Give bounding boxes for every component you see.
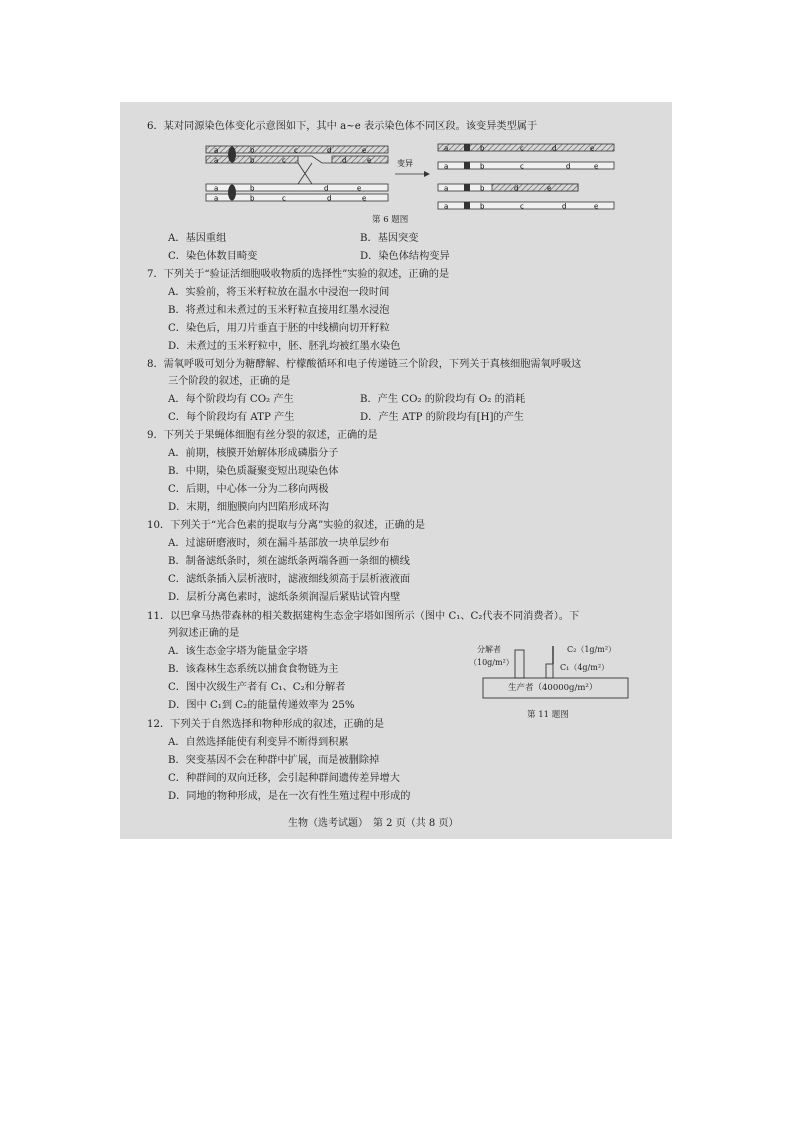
decomposer-label: 分解者	[477, 645, 501, 654]
svg-text:a: a	[444, 184, 449, 193]
c1-bar	[546, 664, 553, 678]
q11-figure-caption: 第 11 题图	[527, 710, 569, 720]
q9-option-a: A．前期，核膜开始解体形成磷脂分子	[168, 448, 339, 459]
svg-text:c: c	[282, 194, 286, 203]
svg-text:b: b	[480, 162, 485, 171]
q9-option-d: D．末期，细胞膜向内凹陷形成环沟	[168, 502, 329, 513]
svg-text:d: d	[324, 184, 329, 193]
decomposer-bar	[515, 650, 524, 678]
q10-option-d: D．层析分离色素时，滤纸条须润湿后紧贴试管内壁	[168, 592, 401, 603]
q8-stem-line2: 三个阶段的叙述，正确的是	[168, 376, 291, 387]
svg-text:d: d	[327, 146, 332, 155]
scanned-exam-page	[120, 102, 672, 839]
q11-option-a: A．该生态金字塔为能量金字塔	[168, 646, 308, 657]
svg-text:c: c	[282, 156, 286, 165]
q12-option-a: A．自然选择能使有利变异不断得到积累	[168, 737, 349, 748]
q11-option-b: B．该森林生态系统以捕食食物链为主	[168, 664, 339, 675]
q6-chromosome-diagram	[202, 142, 622, 214]
q7-stem: 7．下列关于“验证活细胞吸收物质的选择性”实验的叙述，正确的是	[147, 269, 450, 280]
q6-arrow-label: 变异	[397, 159, 413, 168]
q10-option-b: B．制备滤纸条时，须在滤纸条两端各画一条细的横线	[168, 556, 410, 567]
q11-stem-line1: 11．以巴拿马热带森林的相关数据建构生态金字塔如图所示（图中 C₁、C₂代表不同消费者）。下	[147, 611, 580, 622]
q9-option-b: B．中期，染色质凝聚变短出现染色体	[168, 466, 339, 477]
svg-text:b: b	[250, 194, 255, 203]
q6-before-homologous-pair	[206, 146, 388, 203]
q6-figure-caption: 第 6 题图	[372, 215, 409, 225]
svg-text:e: e	[362, 146, 367, 155]
c1-label: C₁（4g/m²）	[560, 663, 610, 672]
producer-label: 生产者（40000g/m²）	[508, 683, 598, 693]
svg-text:b: b	[250, 184, 255, 193]
svg-text:a: a	[214, 156, 219, 165]
q7-option-a: A．实验前，将玉米籽粒放在温水中浸泡一段时间	[168, 287, 390, 298]
svg-text:b: b	[480, 202, 485, 211]
q7-option-b: B．将煮过和未煮过的玉米籽粒直接用红墨水浸泡	[168, 305, 390, 316]
decomposer-value: （10g/m²）	[469, 658, 514, 667]
q10-option-a: A．过滤研磨液时，须在漏斗基部放一块单层纱布	[168, 538, 390, 549]
q12-stem: 12．下列关于自然选择和物种形成的叙述，正确的是	[147, 719, 385, 730]
q6-after-homologous-pair	[438, 144, 614, 211]
svg-text:e: e	[547, 184, 552, 193]
svg-text:c: c	[294, 146, 298, 155]
q10-option-c: C．滤纸条插入层析液时，滤液细线须高于层析液液面	[168, 574, 411, 585]
svg-text:a: a	[214, 184, 219, 193]
c2-label: C₂（1g/m²）	[567, 645, 617, 654]
svg-text:d: d	[562, 202, 567, 211]
svg-text:d: d	[327, 194, 332, 203]
svg-text:a: a	[444, 162, 449, 171]
q6-stem: 6．某对同源染色体变化示意图如下，其中 a~e 表示染色体不同区段。该变异类型属于	[147, 121, 538, 132]
svg-text:c: c	[520, 144, 524, 153]
q12-option-c: C．种群间的双向迁移，会引起种群间遗传差异增大	[168, 773, 400, 784]
q8-option-c: C．每个阶段均有 ATP 产生	[168, 412, 295, 423]
q9-option-c: C．后期，中心体一分为二移向两极	[168, 484, 329, 495]
svg-text:a: a	[444, 202, 449, 211]
q11-option-d: D．图中 C₁到 C₂的能量传递效率为 25%	[168, 700, 355, 711]
q6-option-c: C．染色体数目畸变	[168, 251, 258, 262]
svg-text:a: a	[214, 194, 219, 203]
svg-text:b: b	[480, 184, 485, 193]
svg-text:e: e	[362, 194, 367, 203]
q9-stem: 9．下列关于果蝇体细胞有丝分裂的叙述，正确的是	[147, 430, 378, 441]
svg-text:e: e	[594, 162, 599, 171]
svg-text:a: a	[444, 144, 449, 153]
q8-option-d: D．产生 ATP 的阶段均有[H]的产生	[360, 412, 524, 423]
svg-text:b: b	[250, 146, 255, 155]
q7-option-d: D．未煮过的玉米籽粒中，胚、胚乳均被红墨水染色	[168, 341, 401, 352]
svg-text:e: e	[594, 202, 599, 211]
q7-option-c: C．染色后，用刀片垂直于胚的中线横向切开籽粒	[168, 323, 390, 334]
svg-text:c: c	[520, 162, 524, 171]
svg-text:d: d	[566, 162, 571, 171]
svg-text:e: e	[367, 156, 372, 165]
q6-option-b: B．基因突变	[360, 233, 419, 244]
svg-text:a: a	[214, 146, 219, 155]
q11-option-c: C．图中次级生产者有 C₁、C₂和分解者	[168, 682, 346, 693]
q12-option-b: B．突变基因不会在种群中扩展，而是被删除掉	[168, 755, 380, 766]
q10-stem: 10．下列关于“光合色素的提取与分离”实验的叙述，正确的是	[147, 520, 426, 531]
q8-stem-line1: 8．需氧呼吸可划分为糖酵解、柠檬酸循环和电子传递链三个阶段，下列关于真核细胞需氧呼吸这	[147, 359, 582, 370]
q8-option-b: B．产生 CO₂ 的阶段均有 O₂ 的消耗	[360, 394, 526, 405]
svg-text:b: b	[480, 144, 485, 153]
svg-text:e: e	[357, 184, 362, 193]
svg-text:b: b	[250, 156, 255, 165]
page-footer: 生物（选考试题） 第 2 页（共 8 页）	[288, 818, 459, 829]
svg-text:e: e	[590, 144, 595, 153]
svg-text:d: d	[342, 156, 347, 165]
svg-text:d: d	[514, 184, 519, 193]
q6-option-d: D．染色体结构变异	[360, 251, 450, 262]
q8-option-a: A．每个阶段均有 CO₂ 产生	[168, 394, 294, 405]
q6-option-a: A．基因重组	[168, 233, 227, 244]
svg-text:d: d	[552, 144, 557, 153]
q12-option-d: D．同地的物种形成，是在一次有性生殖过程中形成的	[168, 791, 411, 802]
q11-stem-line2: 列叙述正确的是	[168, 628, 240, 639]
svg-text:c: c	[520, 202, 524, 211]
